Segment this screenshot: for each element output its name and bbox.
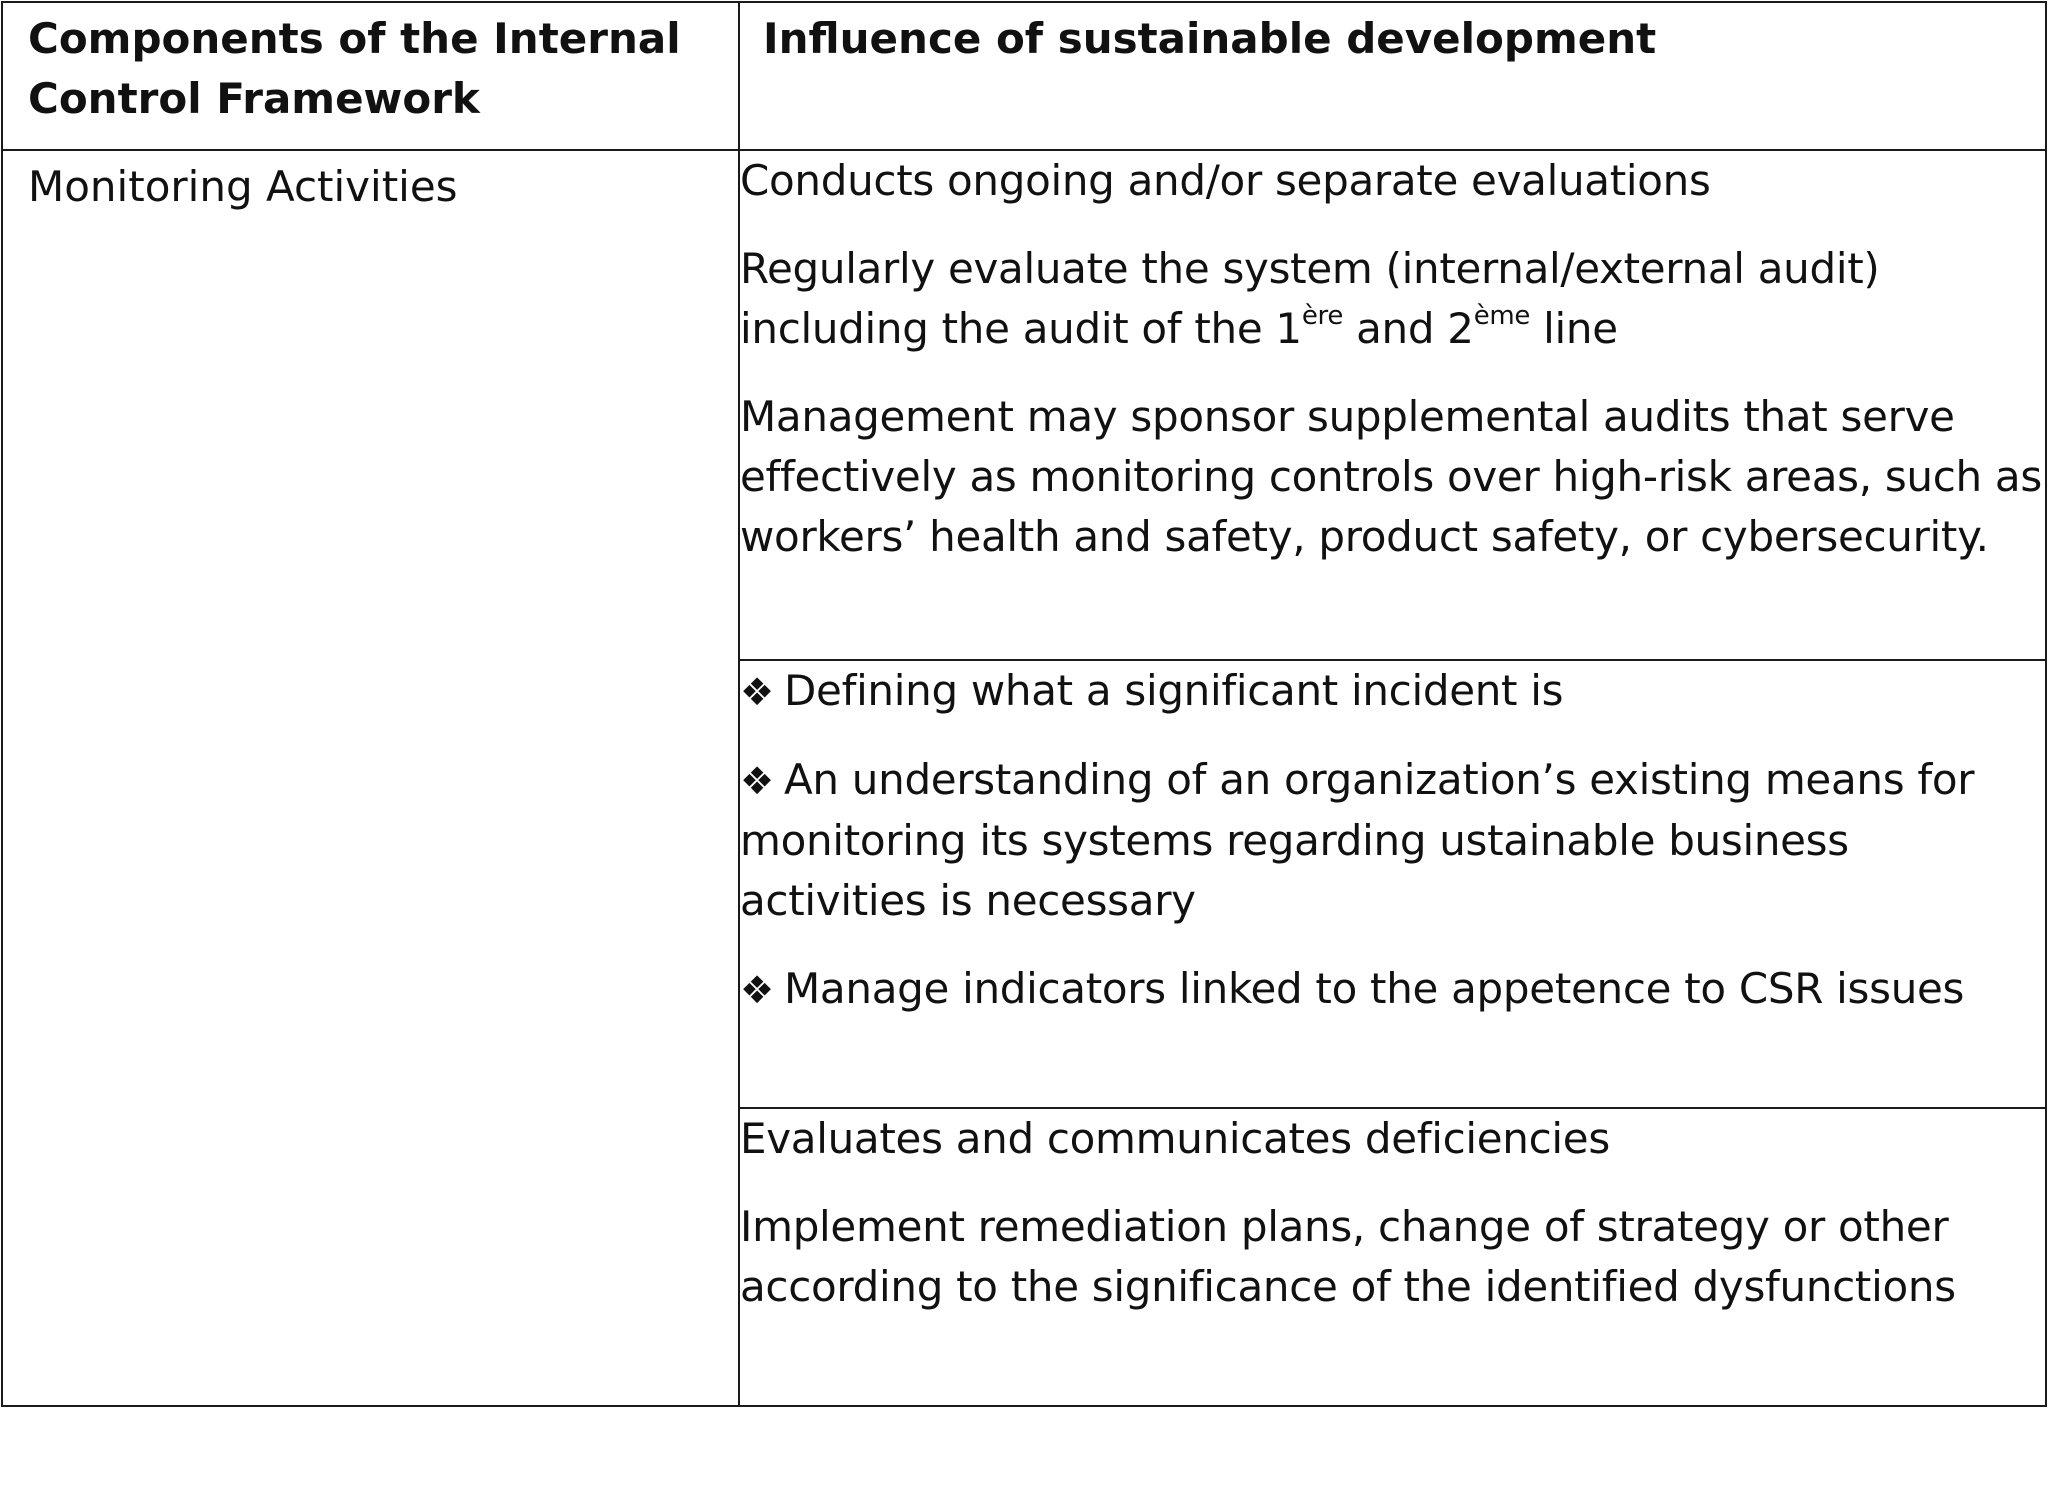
header-cell-components	[2, 2, 739, 150]
diamond-bullet-icon: ❖	[740, 670, 774, 714]
header-influence: Influence of sustainable development	[763, 14, 1657, 63]
influence-section-3	[739, 1108, 2046, 1406]
header-components: Components of the Internal Control Framework	[28, 14, 681, 123]
para-text-part: and 2	[1343, 304, 1474, 353]
component-cell	[2, 150, 739, 1406]
diamond-bullet-icon: ❖	[740, 968, 774, 1012]
internal-control-table	[1, 1, 2047, 1407]
section-3-paragraph-2: Implement remediation plans, change of strategy or other according to the significance of the identified dysfunctions	[740, 1202, 1956, 1311]
para-text-part: line	[1530, 304, 1618, 353]
bullet-text: Manage indicators linked to the appetence to CSR issues	[784, 964, 1965, 1013]
superscript-ere: ère	[1301, 301, 1344, 331]
influence-section-2	[739, 660, 2046, 1108]
para-text-part: Regularly evaluate the system (internal/external audit) including the audit of the 1	[740, 244, 1880, 353]
superscript-eme: ème	[1473, 301, 1531, 331]
section-1-paragraph-3: Management may sponsor supplemental audits that serve effectively as monitoring controls over high-risk areas, such as workers’ health and safety, product safety, or cybersecurity.	[740, 392, 2042, 561]
component-label: Monitoring Activities	[28, 162, 458, 211]
section-3-paragraph-1: Evaluates and communicates deficiencies	[740, 1114, 1610, 1163]
influence-section-1	[739, 150, 2046, 660]
bullet-text: Defining what a significant incident is	[784, 666, 1564, 715]
diamond-bullet-icon: ❖	[740, 759, 774, 803]
section-1-paragraph-1: Conducts ongoing and/or separate evaluations	[740, 156, 1711, 205]
section-1-paragraph-2	[740, 239, 2045, 359]
header-cell-influence	[739, 2, 2046, 150]
bullet-item-3	[740, 959, 2045, 1020]
bullet-item-1	[740, 661, 2045, 722]
bullet-text: An understanding of an organization’s existing means for monitoring its systems regarding ustainable business activities is necessary	[740, 755, 1975, 925]
table-header-row	[2, 2, 2046, 150]
bullet-item-2	[740, 750, 2045, 931]
table-row	[2, 150, 2046, 660]
